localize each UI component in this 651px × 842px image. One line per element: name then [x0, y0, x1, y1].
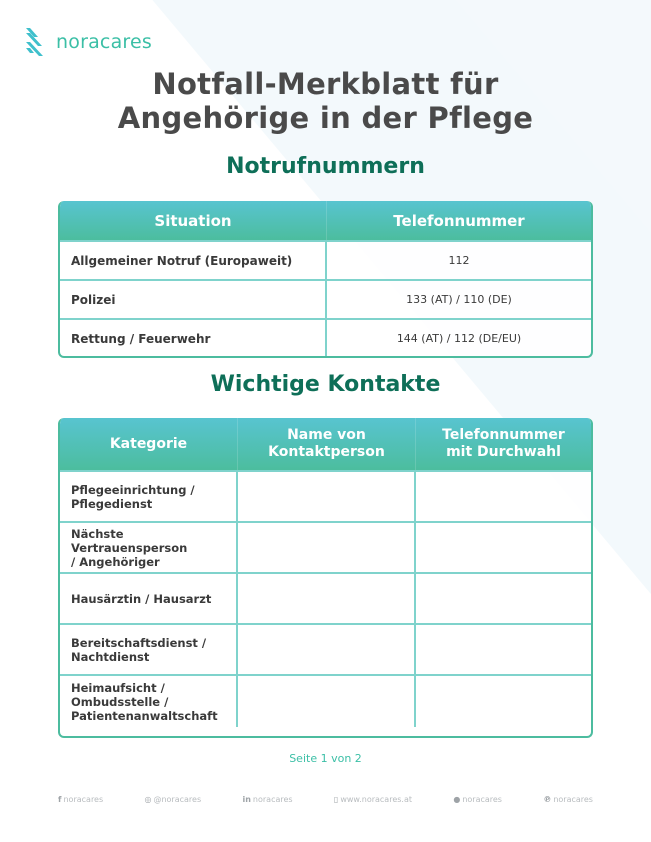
brand-name: noracares — [56, 31, 152, 53]
emergency-numbers-table — [58, 201, 593, 358]
column-header-category — [60, 418, 238, 470]
diagonal-stripes-icon — [24, 28, 48, 56]
column-header-situation: Situation — [60, 201, 327, 240]
table-row — [60, 623, 591, 674]
category-cell — [60, 472, 238, 521]
footer-instagram[interactable] — [144, 795, 201, 804]
contact-phone-field[interactable] — [416, 625, 591, 674]
important-contacts-table — [58, 418, 593, 738]
contact-name-field[interactable] — [238, 574, 416, 623]
category-cell — [60, 574, 238, 623]
table-row — [60, 572, 591, 623]
threads-icon: ● — [453, 795, 461, 804]
header-line: Kategorie — [109, 435, 188, 452]
column-header-phone: Telefonnummer — [393, 211, 525, 230]
situation-cell: Allgemeiner Notruf (Europaweit) — [60, 242, 327, 279]
footer-label: @noracares — [153, 795, 202, 804]
category-line: Pflegedienst — [71, 496, 153, 511]
table-header — [60, 201, 591, 240]
category-cell — [60, 523, 238, 572]
table-row — [60, 279, 591, 318]
category-cell — [60, 676, 238, 727]
phone-icon: ▯ — [333, 795, 339, 804]
contact-phone-field[interactable] — [416, 676, 591, 727]
situation-cell: Polizei — [60, 281, 327, 318]
contact-name-field[interactable] — [238, 523, 416, 572]
emergency-numbers-heading: Notrufnummern — [226, 154, 425, 179]
category-cell — [60, 625, 238, 674]
category-line: Hausärztin / Hausarzt — [71, 591, 212, 606]
pinterest-icon: ℗ — [543, 795, 552, 804]
footer-pinterest[interactable] — [543, 795, 593, 804]
category-line: Bereitschaftsdienst / — [71, 635, 207, 650]
table-row — [60, 470, 591, 521]
footer-label: noracares — [252, 795, 293, 804]
footer-website[interactable] — [334, 795, 412, 804]
page-title — [0, 67, 651, 135]
table-row — [60, 240, 591, 279]
category-line: / Angehöriger — [71, 554, 160, 569]
header-line: Kontaktperson — [268, 444, 385, 460]
contact-name-field[interactable] — [238, 676, 416, 727]
table-header — [60, 418, 591, 470]
contact-phone-field[interactable] — [416, 472, 591, 521]
footer-threads[interactable] — [453, 795, 502, 804]
contact-phone-field[interactable] — [416, 523, 591, 572]
title-line-2: Angehörige in der Pflege — [117, 101, 534, 135]
phone-cell: 144 (AT) / 112 (DE/EU) — [396, 332, 522, 345]
table-row — [60, 318, 591, 357]
phone-cell: 133 (AT) / 110 (DE) — [406, 293, 512, 306]
contact-name-field[interactable] — [238, 472, 416, 521]
footer-label: noracares — [63, 795, 104, 804]
footer-label: www.noracares.at — [340, 795, 412, 804]
category-line: Nachtdienst — [71, 649, 150, 664]
page-number: Seite 1 von 2 — [289, 752, 362, 765]
linkedin-icon: in — [242, 795, 251, 804]
footer-label: noracares — [553, 795, 593, 804]
header-line: Telefonnummer — [442, 427, 565, 443]
title-line-1: Notfall-Merkblatt für — [152, 67, 499, 101]
contact-name-field[interactable] — [238, 625, 416, 674]
category-line: Pflegeeinrichtung / — [71, 482, 195, 497]
brand-logo — [24, 28, 152, 56]
column-header-phone-extension — [416, 418, 591, 470]
category-line: Nächste Vertrauensperson — [71, 526, 188, 555]
category-line: Ombudsstelle / — [71, 694, 169, 709]
table-row — [60, 674, 591, 727]
important-contacts-heading: Wichtige Kontakte — [210, 372, 441, 397]
category-line: Patientenanwaltschaft — [71, 708, 218, 723]
social-footer — [58, 795, 593, 804]
facebook-icon: f — [58, 795, 62, 804]
header-line: Name von — [287, 427, 366, 443]
footer-facebook[interactable] — [58, 795, 103, 804]
category-line: Heimaufsicht / — [71, 680, 165, 695]
footer-label: noracares — [462, 795, 502, 804]
contact-phone-field[interactable] — [416, 574, 591, 623]
column-header-contact-name — [238, 418, 416, 470]
instagram-icon: ◎ — [144, 795, 152, 804]
situation-cell: Rettung / Feuerwehr — [60, 320, 327, 357]
footer-linkedin[interactable] — [242, 795, 292, 804]
header-line: mit Durchwahl — [446, 444, 561, 460]
table-row — [60, 521, 591, 572]
phone-cell: 112 — [448, 254, 470, 267]
